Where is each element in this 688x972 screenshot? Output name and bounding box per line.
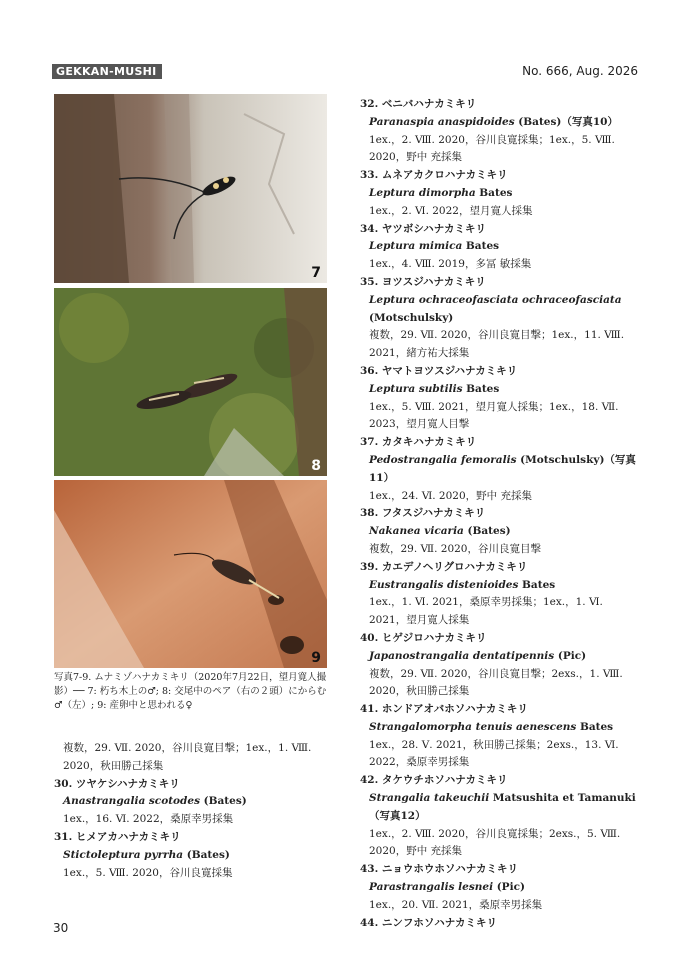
binomial: Parastrangalis lesnei bbox=[369, 881, 494, 894]
author: (Pic) bbox=[554, 649, 587, 662]
record-text: 複数，29. Ⅶ. 2020，谷川良寛目撃；2exs.，1. Ⅷ. 2020，秋田勝己採集 bbox=[369, 667, 623, 698]
scientific-name bbox=[360, 114, 637, 132]
species-title: 39. カエデノヘリグロハナカミキリ bbox=[360, 560, 528, 573]
binomial: Pedostrangalia femoralis bbox=[369, 453, 517, 466]
scientific-name bbox=[360, 879, 637, 897]
species-title: 32. ベニバハナカミキリ bbox=[360, 98, 477, 110]
author: Bates bbox=[462, 240, 500, 253]
species-title: 33. ムネアカクロハナカミキリ bbox=[360, 169, 508, 182]
binomial: Stictoleptura pyrrha bbox=[63, 848, 184, 861]
binomial: Strangalomorpha tenuis aenescens bbox=[369, 720, 577, 733]
issue-info: No. 666, Aug. 2026 bbox=[522, 64, 638, 78]
author: (Bates) bbox=[183, 848, 230, 861]
scientific-name bbox=[360, 238, 637, 256]
species-title: 37. カタキハナカミキリ bbox=[360, 436, 477, 449]
species-title: 40. ヒゲジロハナカミキリ bbox=[360, 631, 487, 644]
author: Bates bbox=[576, 720, 614, 733]
photo-7 bbox=[54, 94, 327, 283]
magazine-name: GEKKAN-MUSHI bbox=[52, 64, 162, 79]
author: (Bates) bbox=[463, 525, 511, 538]
author: Matsushita et Tamanuki（写真12） bbox=[369, 792, 636, 822]
author: (Bates) bbox=[200, 795, 247, 808]
left-column bbox=[54, 740, 328, 882]
binomial: Japanostrangalia dentatipennis bbox=[369, 649, 555, 662]
record-text: 複数，29. Ⅶ. 2020，谷川良寛目撃；1ex.，1. Ⅷ. 2020，秋田勝己採集 bbox=[63, 742, 312, 772]
binomial: Leptura mimica bbox=[369, 240, 463, 253]
species-title: 31. ヒメアカハナカミキリ bbox=[54, 830, 181, 843]
binomial: Eustrangalis distenioides bbox=[369, 578, 519, 591]
record-text: 1ex.，24. Ⅵ. 2020，野中 充採集 bbox=[369, 489, 532, 502]
species-title: 44. ニンフホソハナカミキリ bbox=[360, 916, 498, 929]
species-title: 30. ツヤケシハナカミキリ bbox=[54, 777, 180, 790]
page-number: 30 bbox=[53, 921, 69, 935]
author: Bates bbox=[462, 382, 500, 395]
binomial: Strangalia takeuchii bbox=[369, 792, 490, 805]
binomial: Leptura ochraceofasciata ochraceofasciata bbox=[369, 293, 622, 306]
photo-8 bbox=[54, 288, 327, 476]
scientific-name bbox=[360, 648, 637, 666]
species-title: 35. ヨツスジハナカミキリ bbox=[360, 275, 486, 288]
record-text: 1ex.，4. Ⅷ. 2019，多冨 敏採集 bbox=[369, 258, 532, 271]
binomial: Leptura subtilis bbox=[369, 382, 463, 395]
author: (Bates)（写真10） bbox=[514, 115, 618, 128]
binomial: Nakanea vicaria bbox=[369, 525, 464, 538]
binomial: Anastrangalia scotodes bbox=[63, 795, 200, 808]
record-text: 1ex.，2. Ⅵ. 2022，望月寛人採集 bbox=[369, 204, 533, 217]
author: (Pic) bbox=[493, 881, 525, 894]
record-text: 1ex.，2. Ⅷ. 2020，谷川良寛採集；1ex.，5. Ⅷ. 2020，野中 充採集 bbox=[369, 133, 615, 164]
binomial: Leptura dimorpha bbox=[369, 186, 476, 199]
author: Bates bbox=[475, 186, 513, 199]
scientific-name bbox=[360, 719, 637, 737]
species-title: 41. ホンドアオバホソハナカミキリ bbox=[360, 703, 528, 716]
record-text: 1ex.，20. Ⅶ. 2021，桑原幸男採集 bbox=[369, 898, 543, 911]
scientific-name bbox=[54, 847, 328, 865]
scientific-name bbox=[360, 577, 637, 595]
scientific-name bbox=[360, 790, 637, 826]
scientific-name bbox=[360, 523, 637, 541]
scientific-name bbox=[360, 381, 637, 399]
record-text: 複数，29. Ⅶ. 2020，谷川良寛目撃；1ex.，11. Ⅷ. 2021，緒方祐大採集 bbox=[369, 329, 625, 360]
scientific-name bbox=[360, 452, 637, 488]
species-title: 38. フタスジハナカミキリ bbox=[360, 507, 486, 520]
record-text: 1ex.，5. Ⅷ. 2021，望月寛人採集；1ex.，18. Ⅶ. 2023，望月寛人目撃 bbox=[369, 400, 619, 431]
scientific-name bbox=[54, 793, 328, 811]
record-text: 1ex.，28. Ⅴ. 2021，秋田勝己採集；2exs.，13. Ⅵ. 2022，桑原幸男採集 bbox=[369, 738, 619, 769]
record-text: 1ex.，2. Ⅷ. 2020，谷川良寛採集；2exs.，5. Ⅷ. 2020，野中 充採集 bbox=[369, 827, 621, 858]
record-text: 1ex.，1. Ⅵ. 2021，桑原幸男採集；1ex.，1. Ⅵ. 2021，望月寛人採集 bbox=[369, 596, 603, 627]
record-text: 1ex.，16. Ⅵ. 2022，桑原幸男採集 bbox=[63, 813, 234, 826]
binomial: Paranaspia anaspidoides bbox=[369, 115, 515, 128]
photo-caption: 写真7-9. ムナミゾハナカミキリ（2020年7月22日，望月寛人撮影）── 7: 朽ち木上の♂; 8: 交尾中のペア（右の２頭）にからむ♂（左）; 9: 産卵中と思われる♀ bbox=[54, 672, 327, 711]
author: (Motschulsky)（写真11） bbox=[369, 453, 636, 484]
scientific-name bbox=[360, 185, 637, 203]
record-text: 1ex.，5. Ⅷ. 2020，谷川良寛採集 bbox=[63, 866, 233, 879]
species-title: 43. ニョウホウホソハナカミキリ bbox=[360, 863, 519, 876]
species-title: 36. ヤマトヨツスジハナカミキリ bbox=[360, 364, 518, 377]
photo-number: 8 bbox=[311, 458, 321, 474]
record-text: 複数，29. Ⅶ. 2020，谷川良寛目撃 bbox=[369, 542, 541, 555]
right-column bbox=[360, 96, 637, 932]
species-title: 34. ヤツボシハナカミキリ bbox=[360, 222, 486, 235]
species-title: 42. タケウチホソハナカミキリ bbox=[360, 774, 508, 787]
photo-9 bbox=[54, 480, 327, 668]
photo-number: 9 bbox=[311, 650, 321, 666]
photo-number: 7 bbox=[311, 265, 321, 281]
author: (Motschulsky) bbox=[369, 311, 454, 324]
author: Bates bbox=[518, 578, 556, 591]
scientific-name bbox=[360, 292, 637, 328]
